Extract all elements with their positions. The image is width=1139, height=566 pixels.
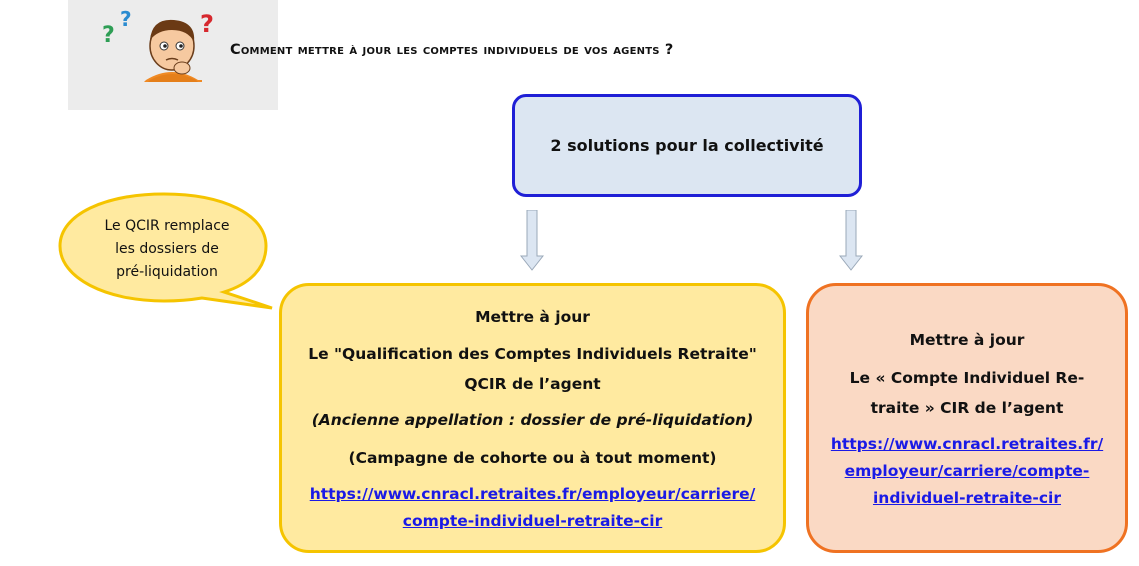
qcir-line: QCIR de l’agent: [464, 375, 601, 393]
callout-line: Le QCIR remplace: [104, 218, 230, 234]
callout-text: [82, 215, 252, 284]
qcir-heading: Mettre à jour: [475, 308, 590, 326]
cir-line: traite » CIR de l’agent: [870, 399, 1064, 417]
qcir-line: Le "Qualification des Comptes Individuels Retraite": [308, 345, 757, 363]
down-arrow-icon: [839, 210, 863, 272]
page-title: Comment mettre à jour les comptes individuels de vos agents ?: [230, 42, 674, 58]
qcir-link[interactable]: https://www.cnracl.retraites.fr/employeur/carriere/: [309, 485, 756, 503]
cir-line: Le « Compte Individuel Re-: [849, 369, 1085, 387]
cir-link[interactable]: individuel-retraite-cir: [872, 489, 1062, 507]
down-arrow-icon: [520, 210, 544, 272]
qcir-former-name: (Ancienne appellation : dossier de pré-liquidation): [311, 411, 754, 429]
cir-heading: Mettre à jour: [909, 331, 1025, 349]
question-mark-icon: ?: [120, 7, 132, 31]
qcir-box: [279, 283, 786, 553]
callout-line: pré-liquidation: [116, 264, 218, 280]
question-mark-icon: ?: [200, 10, 214, 38]
qcir-campaign: (Campagne de cohorte ou à tout moment): [348, 449, 717, 467]
cir-link[interactable]: https://www.cnracl.retraites.fr/: [830, 435, 1104, 453]
callout-line: les dossiers de: [115, 241, 219, 257]
cir-box: [806, 283, 1128, 553]
cir-link[interactable]: employeur/carriere/compte-: [844, 462, 1090, 480]
solutions-box: [512, 94, 862, 197]
qcir-link[interactable]: compte-individuel-retraite-cir: [402, 512, 663, 530]
question-mark-icon: ?: [102, 23, 115, 48]
solutions-text: 2 solutions pour la collectivité: [550, 136, 824, 155]
